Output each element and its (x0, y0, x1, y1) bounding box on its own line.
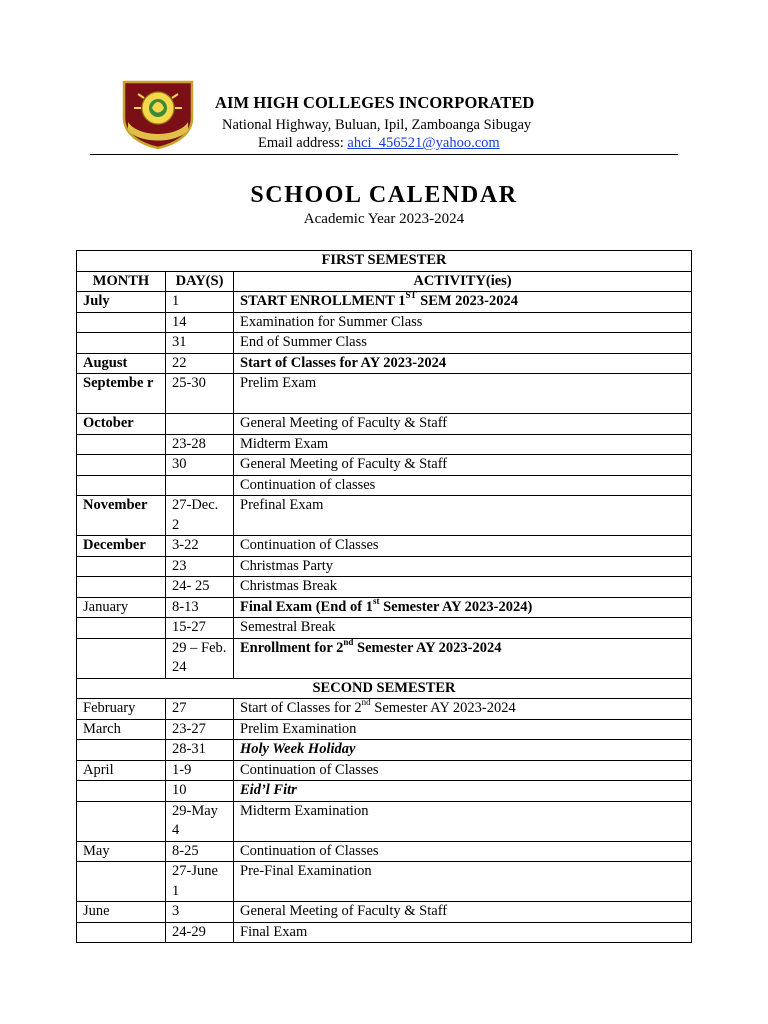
table-row (77, 312, 692, 333)
table-row (77, 801, 692, 841)
month-cell (77, 475, 166, 496)
days-cell: 25-30 (166, 374, 234, 414)
table-row (77, 434, 692, 455)
activity-cell: Prefinal Exam (234, 496, 692, 536)
table-row (77, 333, 692, 354)
month-cell (77, 577, 166, 598)
activity-cell: Christmas Break (234, 577, 692, 598)
activity-cell: Examination for Summer Class (234, 312, 692, 333)
month-cell (77, 434, 166, 455)
activity-cell: Prelim Exam (234, 374, 692, 414)
month-cell: June (77, 902, 166, 923)
email-label: Email address: (258, 135, 348, 151)
activity-text-rest: Semester AY 2023-2024 (353, 639, 502, 656)
month-cell: January (77, 597, 166, 618)
days-cell: 3-22 (166, 536, 234, 557)
days-cell: 29 – Feb. 24 (166, 638, 234, 678)
month-column-header: MONTH (77, 271, 166, 292)
days-cell: 8-13 (166, 597, 234, 618)
days-cell: 8-25 (166, 841, 234, 862)
month-cell (77, 740, 166, 761)
table-row (77, 414, 692, 435)
month-cell (77, 638, 166, 678)
activity-text-rest: Semester AY 2023-2024) (379, 598, 533, 615)
table-row (77, 577, 692, 598)
activity-text-rest: Semester AY 2023-2024 (370, 700, 516, 716)
activity-cell: Midterm Exam (234, 434, 692, 455)
table-row (77, 536, 692, 557)
table-row (77, 862, 692, 902)
days-cell: 23-27 (166, 719, 234, 740)
org-name: AIM HIGH COLLEGES INCORPORATED (215, 93, 535, 112)
activity-cell: End of Summer Class (234, 333, 692, 354)
header-divider (90, 154, 678, 155)
month-cell (77, 333, 166, 354)
activity-column-header: ACTIVITY(ies) (234, 271, 692, 292)
days-cell: 10 (166, 781, 234, 802)
table-row (77, 455, 692, 476)
table-row (77, 353, 692, 374)
table-row (77, 638, 692, 678)
activity-text: Start of Classes for 2 (240, 700, 362, 716)
days-cell: 22 (166, 353, 234, 374)
activity-cell: Christmas Party (234, 556, 692, 577)
days-cell: 28-31 (166, 740, 234, 761)
activity-cell: General Meeting of Faculty & Staff (234, 414, 692, 435)
month-cell (77, 312, 166, 333)
days-cell: 14 (166, 312, 234, 333)
org-email-line (258, 135, 500, 152)
month-cell: May (77, 841, 166, 862)
month-cell (77, 862, 166, 902)
column-header-row (77, 271, 692, 292)
activity-cell: Final Exam (234, 922, 692, 943)
month-cell (77, 922, 166, 943)
days-cell: 27-June 1 (166, 862, 234, 902)
days-cell: 23-28 (166, 434, 234, 455)
month-cell: November (77, 496, 166, 536)
activity-cell: Start of Classes for AY 2023-2024 (234, 353, 692, 374)
table-row (77, 922, 692, 943)
month-cell: December (77, 536, 166, 557)
table-row (77, 699, 692, 720)
activity-text: Final Exam (End of 1 (240, 598, 373, 615)
org-address: National Highway, Buluan, Ipil, Zamboanga Sibugay (222, 117, 532, 133)
page-title: SCHOOL CALENDAR (250, 182, 518, 208)
activity-cell: Continuation of Classes (234, 760, 692, 781)
activity-text-rest: SEM 2023-2024 (416, 293, 518, 309)
month-cell: July (77, 292, 166, 313)
month-cell: February (77, 699, 166, 720)
activity-cell: Midterm Examination (234, 801, 692, 841)
table-row (77, 740, 692, 761)
activity-cell: Continuation of classes (234, 475, 692, 496)
ordinal-suffix: ST (405, 291, 417, 301)
activity-cell (234, 699, 692, 720)
activity-cell: Semestral Break (234, 618, 692, 639)
days-cell: 3 (166, 902, 234, 923)
month-cell (77, 455, 166, 476)
days-cell: 24- 25 (166, 577, 234, 598)
activity-cell: Continuation of Classes (234, 536, 692, 557)
college-shield-logo-icon (118, 78, 198, 150)
activity-cell (234, 292, 692, 313)
month-cell: October (77, 414, 166, 435)
days-cell: 24-29 (166, 922, 234, 943)
days-cell: 1-9 (166, 760, 234, 781)
activity-cell: Prelim Examination (234, 719, 692, 740)
month-cell (77, 618, 166, 639)
table-row (77, 292, 692, 313)
days-cell (166, 414, 234, 435)
days-cell: 29-May 4 (166, 801, 234, 841)
table-row (77, 902, 692, 923)
month-cell: Septembe r (77, 374, 166, 414)
ordinal-suffix: nd (343, 638, 354, 647)
semester-label: FIRST SEMESTER (77, 251, 692, 272)
activity-cell (234, 597, 692, 618)
table-row (77, 374, 692, 414)
activity-cell: Holy Week Holiday (234, 740, 692, 761)
table-row (77, 475, 692, 496)
activity-text: START ENROLLMENT 1 (240, 293, 406, 309)
days-column-header: DAY(S) (166, 271, 234, 292)
semester-header-row (77, 251, 692, 272)
semester-header-row (77, 678, 692, 699)
days-cell: 27-Dec. 2 (166, 496, 234, 536)
days-cell: 27 (166, 699, 234, 720)
activity-cell: Pre-Final Examination (234, 862, 692, 902)
activity-cell: Eid’l Fitr (234, 781, 692, 802)
month-cell (77, 781, 166, 802)
days-cell: 23 (166, 556, 234, 577)
activity-cell: Continuation of Classes (234, 841, 692, 862)
table-row (77, 496, 692, 536)
table-row (77, 781, 692, 802)
month-cell: April (77, 760, 166, 781)
letterhead (0, 0, 768, 160)
activity-text: Enrollment for 2 (240, 639, 344, 656)
month-cell (77, 801, 166, 841)
table-row (77, 719, 692, 740)
table-row (77, 841, 692, 862)
activity-cell: General Meeting of Faculty & Staff (234, 902, 692, 923)
calendar-table (76, 250, 692, 943)
semester-label: SECOND SEMESTER (77, 678, 692, 699)
days-cell: 15-27 (166, 618, 234, 639)
table-row (77, 556, 692, 577)
days-cell: 30 (166, 455, 234, 476)
page-subtitle: Academic Year 2023-2024 (303, 211, 465, 227)
ordinal-suffix: st (372, 597, 380, 606)
email-link[interactable]: ahci_456521@yahoo.com (347, 135, 500, 151)
ordinal-suffix: nd (361, 698, 371, 708)
days-cell: 1 (166, 292, 234, 313)
month-cell (77, 556, 166, 577)
table-row (77, 597, 692, 618)
table-row (77, 760, 692, 781)
activity-cell: General Meeting of Faculty & Staff (234, 455, 692, 476)
table-row (77, 618, 692, 639)
days-cell: 31 (166, 333, 234, 354)
days-cell (166, 475, 234, 496)
month-cell: August (77, 353, 166, 374)
activity-cell (234, 638, 692, 678)
month-cell: March (77, 719, 166, 740)
